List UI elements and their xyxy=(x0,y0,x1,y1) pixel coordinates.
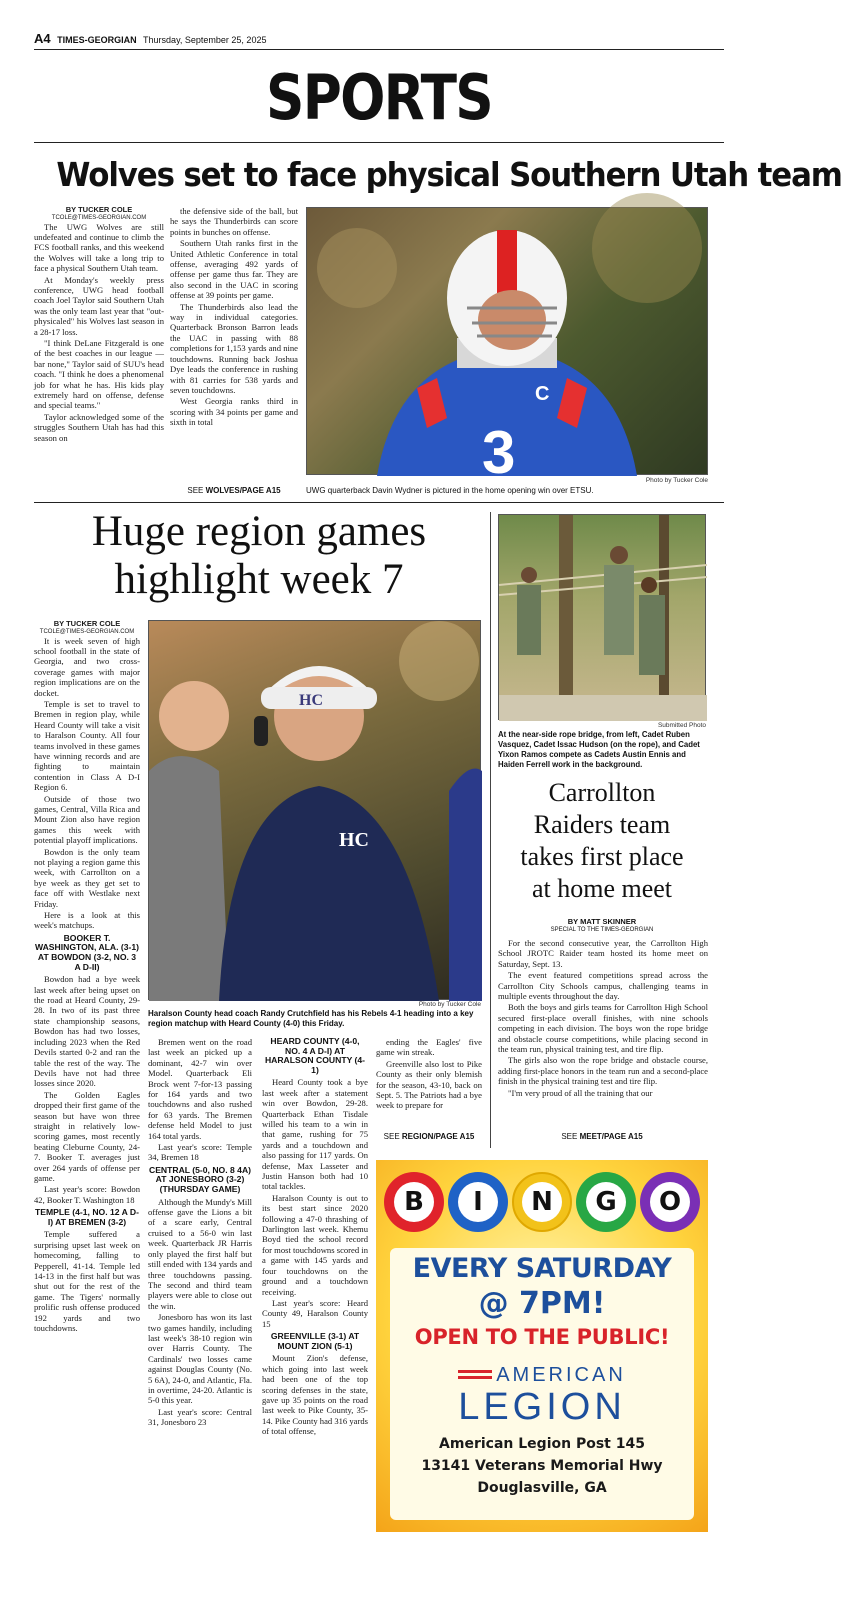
story2-col5 xyxy=(376,1037,482,1112)
ad-address: 13141 Veterans Memorial Hwy xyxy=(421,1458,663,1474)
story2-headline-line1: Huge region games xyxy=(91,508,427,555)
bingo-ad[interactable] xyxy=(376,1160,708,1532)
story3-headline-line: Carrollton xyxy=(548,778,656,807)
section-rule xyxy=(34,142,724,143)
paragraph: Outside of those two games, Central, Villa Rica and Mount Zion also have region games this week with potential playoff implications. xyxy=(34,793,140,846)
ad-time: @ 7PM! xyxy=(478,1286,606,1321)
story2-caption: Haralson County head coach Randy Crutchfield has his Rebels 4-1 heading into a key region matchup with Heard County (4-0) this Friday. xyxy=(148,1009,474,1028)
ad-schedule: EVERY SATURDAY xyxy=(412,1253,672,1284)
story2-headline[interactable] xyxy=(34,508,484,604)
bingo-ball-o: O xyxy=(640,1172,700,1232)
coach-illustration xyxy=(149,621,482,1001)
story2-col4 xyxy=(262,1037,368,1438)
paper-name: TIMES-GEORGIAN xyxy=(57,35,137,45)
paragraph: Temple suffered a surprising upset last week on homecoming, falling to Pepperell, 41-14. Temple led 14-13 in the first half but was shut out for the rest of the game. The Tigers' normally prolific rush offense produced 192 yards and two touchdowns. xyxy=(34,1229,140,1334)
paragraph: Taylor acknowledged some of the struggles Southern Utah has had this season on xyxy=(34,411,164,443)
legion-logo-top: AMERICAN xyxy=(496,1364,626,1386)
story2-col3 xyxy=(148,1037,252,1429)
paragraph: The event featured competitions spread across the Carrollton City Schools campus, challenging teams in multiple events throughout the day. xyxy=(498,970,708,1002)
paragraph: ending the Eagles' five game win streak. xyxy=(376,1037,482,1058)
paragraph: Last year's score: Heard County 49, Haralson County 15 xyxy=(262,1297,368,1329)
paragraph: For the second consecutive year, the Carrollton High School JROTC Raider team hosted its home meet on Saturday, Sept. 13. xyxy=(498,938,708,969)
bingo-ball-n: N xyxy=(512,1172,572,1232)
story3-body xyxy=(498,938,708,1099)
byline-email: TCOLE@TIMES-GEORGIAN.COM xyxy=(39,628,135,635)
ad-open: OPEN TO THE PUBLIC! xyxy=(414,1325,670,1349)
ad-panel xyxy=(390,1248,694,1520)
story3-jump[interactable]: SEE MEET/PAGE A15 xyxy=(561,1132,643,1141)
story2-photo xyxy=(148,620,481,1000)
paragraph: West Georgia ranks third in scoring with 34 points per game and sixth in total xyxy=(170,396,298,428)
story3-headline[interactable] xyxy=(498,777,706,905)
paragraph: Temple is set to travel to Bremen in region play, while Heard County will take a visit to Haralson County. All four teams involved in these games have winning records and are fighting to maintain contention in Class A D-I Region 6. xyxy=(34,698,140,793)
bingo-ball-g: G xyxy=(576,1172,636,1232)
story1-headline[interactable]: Wolves set to face physical Southern Utah team xyxy=(56,155,842,194)
paragraph: Greenville also lost to Pike County as their only blemish for the season, 43-10, back on Sept. 5. The Patriots had a bye week to prepare for xyxy=(376,1058,482,1111)
subhead-greenville: GREENVILLE (3-1) AT MOUNT ZION (5-1) xyxy=(270,1331,360,1351)
story2-jump[interactable]: SEE REGION/PAGE A15 xyxy=(383,1132,475,1141)
paragraph: Last year's score: Temple 34, Bremen 18 xyxy=(148,1142,252,1163)
story2-headline-line2: highlight week 7 xyxy=(114,556,404,603)
paragraph: Jonesboro has won its last two games handily, including last week's 38-10 region win over Harris County. The Cardinals' two losses came against Douglas County (No. 5 6A), 24-0, and Atlantic, Fla. in overtime, 24-20. Atlantic is 5-0 this year. xyxy=(148,1312,252,1406)
story-divider xyxy=(34,502,724,503)
bingo-balls xyxy=(384,1172,700,1236)
subhead-heard: HEARD COUNTY (4-0, NO. 4 A D-I) AT HARALSON COUNTY (4-1) xyxy=(264,1036,366,1075)
story1-jump[interactable]: SEE WOLVES/PAGE A15 xyxy=(187,486,281,495)
issue-date: Thursday, September 25, 2025 xyxy=(143,35,267,45)
paragraph: "I'm very proud of all the training that our xyxy=(508,1087,653,1098)
paragraph: Last year's score: Central 31, Jonesboro 23 xyxy=(148,1406,252,1428)
rope-bridge-illustration xyxy=(499,515,707,721)
section-title: SPORTS xyxy=(266,61,492,134)
paragraph: It is week seven of high school football in the state of Georgia, and two cross-coverage games with major region implications are on the docket. xyxy=(34,635,140,698)
story3-photo xyxy=(498,514,706,720)
paragraph: Although the Mundy's Mill offense gave the Lions a bit of a scare early, Central cruised to a 56-0 win last week. Quarterback JR Harris only played the first half but still ended with 134 yards and three touchdowns passing. The second and third team players were able to close out the win. xyxy=(148,1196,252,1311)
flag-stripes-icon xyxy=(458,1370,492,1382)
paragraph: Southern Utah ranks first in the United Athletic Conference in total offense, averaging 492 yards of offense per game thus far. They are also second in the UAC in scoring offense at 39 points per game. xyxy=(170,238,298,301)
story2-col1 xyxy=(34,620,140,1334)
paragraph: The UWG Wolves are still undefeated and continue to climb the FCS football ranks, and this weekend the Wolves will take a long trip to face a physical Southern Utah team. xyxy=(34,221,164,274)
byline-email: SPECIAL TO THE TIMES-GEORGIAN xyxy=(550,926,654,933)
ad-city: Douglasville, GA xyxy=(477,1480,607,1496)
story1-photo-credit: Photo by Tucker Cole xyxy=(645,477,708,484)
paragraph: The Thunderbirds also lead the way in individual categories. Quarterback Bronson Barron leads the UAC in passing with 88 completions for 1,153 yards and nine touchdowns. Running back Joshua Dye leads the conference in rushing with 81 carries for 538 yards and seven touchdowns. xyxy=(170,301,298,395)
byline-email: TCOLE@TIMES-GEORGIAN.COM xyxy=(51,214,147,221)
paragraph: Bremen went on the road last week an picked up a dominant, 42-7 win over Model. Quarterback Eli Brock went 7-for-13 passing for 164 yards and two touchdowns and also rushed for 63 yards. The Bremen defense held Model to just 164 total yards. xyxy=(148,1037,252,1141)
cap-logo: HC xyxy=(299,692,323,709)
story3-headline-line: at home meet xyxy=(531,874,673,903)
bingo-ball-i: I xyxy=(448,1172,508,1232)
paragraph: At Monday's weekly press conference, UWG head football coach Joel Taylor said Southern Utah was the only team last year that "out-physicaled" his Wolves last season in a 28-17 loss. xyxy=(34,274,164,337)
story3-byline: BY MATT SKINNER SPECIAL TO THE TIMES-GEORGIAN xyxy=(498,918,706,934)
shirt-logo: HC xyxy=(339,829,369,851)
story1-col1 xyxy=(34,206,164,444)
paragraph: The Golden Eagles dropped their first game of the season but have won three straight in relatively low-scoring games, most recently beating Cleburne County, 24-7. Booker T. averages just over 264 yards of offense per game. xyxy=(34,1089,140,1183)
paragraph: Bowdon had a bye week last week after being upset on the road at Heard County, 29-28. In two of its past three state championship seasons, Bowdon has had two losses, including 2023 when the Red Devils started 0-2 and ran the table the rest of the way. The Devils have not had three losses since 2020. xyxy=(34,974,140,1089)
paragraph: "I think DeLane Fitzgerald is one of the best coaches in our league — bar none," Taylor said of SUU's head coach. "I think he does a phenomenal job for what he has. His kids play extremely hard on offense, defense and special teams." xyxy=(34,337,164,411)
jersey-number: 3 xyxy=(482,419,516,486)
story3-caption: At the near-side rope bridge, from left, Cadet Ruben Vasquez, Cadet Issac Hudson (on the rope), and Cadet Yixon Ramos compete as Cadets Austin Ennis and Haiden Ferrell work in the background. xyxy=(498,730,700,769)
story1-col2 xyxy=(170,206,298,429)
jersey-letter: C xyxy=(535,383,550,405)
story3-headline-line: Raiders team xyxy=(533,810,671,839)
paragraph: Here is a look at this week's matchups. xyxy=(34,910,140,931)
paragraph: The girls also won the rope bridge and obstacle course, adding first-place honors in the team run and a second-place finish in the physical training test and tire flip. xyxy=(498,1055,708,1087)
paragraph: Both the boys and girls teams for Carrollton High School secured first-place overall finishes, with nine schools competing in each division. The boys won the rope bridge and obstacle course competitions, while placing second in the team run, physical training test, and tire flip. xyxy=(498,1002,708,1055)
legion-logo xyxy=(390,1364,694,1427)
story1-caption: UWG quarterback Davin Wydner is pictured in the home opening win over ETSU. xyxy=(306,486,594,495)
column-rule xyxy=(490,512,491,1148)
byline: BY TUCKER COLE TCOLE@TIMES-GEORGIAN.COM xyxy=(34,620,140,636)
ad-post: American Legion Post 145 xyxy=(439,1436,645,1452)
paragraph: Last year's score: Bowdon 42, Booker T. Washington 18 xyxy=(34,1184,140,1205)
subhead-booker: BOOKER T. WASHINGTON, ALA. (3-1) AT BOWDON (3-2, NO. 3 A D-II) xyxy=(34,932,140,972)
subhead-temple: TEMPLE (4-1, NO. 12 A D-I) AT BREMEN (3-2) xyxy=(35,1207,139,1227)
story2-photo-credit: Photo by Tucker Cole xyxy=(418,1001,481,1008)
paragraph: Mount Zion's defense, which going into last week had been one of the top scoring defenses in the state, gave up 35 points on the road last week to Pike County, 35-14. Pike County had 316 yards of total offense, xyxy=(262,1353,368,1437)
paragraph: Heard County took a bye last week after a statement win over Bowdon, 29-28. Quarterback Ethan Tisdale willed his team to a win in that game, rushing for 75 yards and a touchdown and also passing for 117 yards. On defense, Max Lasseter and Justin Hanson both had 10 total tackles. xyxy=(262,1077,368,1192)
legion-logo-bottom: LEGION xyxy=(458,1386,626,1428)
story3-headline-line: takes first place xyxy=(520,842,684,871)
paragraph: the defensive side of the ball, but he says the Thunderbirds can score points in bunches on offense. xyxy=(170,206,298,237)
masthead-line xyxy=(34,30,724,50)
paragraph: Bowdon is the only team not playing a region game this week, with Carrollton on a bye week as they get set to face off with Westlake next Friday. xyxy=(34,846,140,909)
story3-photo-credit: Submitted Photo xyxy=(657,722,706,729)
subhead-central: CENTRAL (5-0, NO. 8 4A) AT JONESBORO (3-2) (THURSDAY GAME) xyxy=(148,1164,252,1195)
paragraph: Haralson County is out to its best start since 2020 following a 47-0 thrashing of Darlington last week. Khemu Boyd tied the school record for most touchdowns scored in a game with 145 yards and four touchdowns on the ground and a touchdown receiving. xyxy=(262,1192,368,1297)
page-number: A4 xyxy=(34,31,51,46)
byline: BY TUCKER COLE TCOLE@TIMES-GEORGIAN.COM xyxy=(34,206,164,222)
bingo-ball-b: B xyxy=(384,1172,444,1232)
